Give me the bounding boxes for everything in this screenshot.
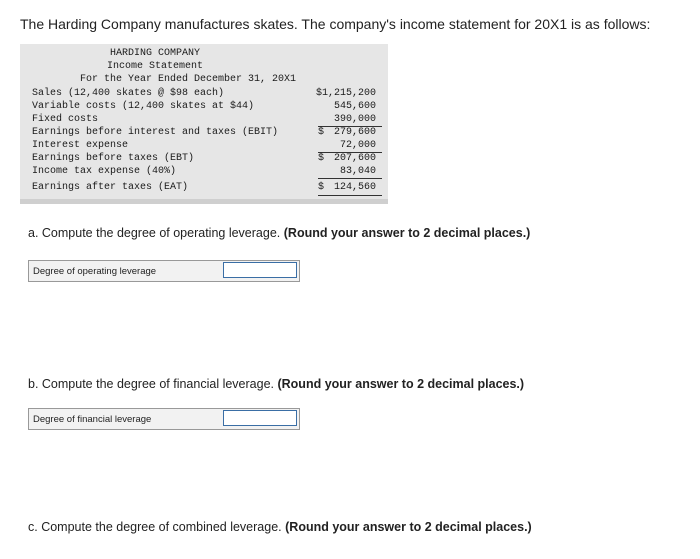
question-a-text: a. Compute the degree of operating leverage. — [28, 226, 281, 240]
row-value: 545,600 — [333, 101, 376, 112]
question-b-instruction: (Round your answer to 2 decimal places.) — [277, 377, 525, 391]
statement-bottom-bar — [20, 199, 388, 204]
question-b-text: b. Compute the degree of financial leverage. — [28, 377, 274, 391]
row-value: $1,215,200 — [315, 88, 376, 99]
statement-period: For the Year Ended December 31, 20X1 — [79, 74, 297, 85]
row-label: Earnings before interest and taxes (EBIT) — [32, 127, 279, 138]
row-value: 124,560 — [333, 182, 376, 193]
problem-intro: The Harding Company manufactures skates. The company's income statement for 20X1 is as follows: — [20, 16, 651, 32]
row-value: 207,600 — [333, 153, 376, 164]
row-value: 72,000 — [339, 140, 376, 151]
question-b — [28, 377, 524, 391]
statement-row — [32, 101, 382, 114]
row-label: Fixed costs — [32, 114, 99, 125]
answer-label-operating: Degree of operating leverage — [33, 265, 157, 277]
question-c — [28, 520, 532, 534]
row-label: Sales (12,400 skates @ $98 each) — [32, 88, 225, 99]
statement-title: Income Statement — [106, 61, 203, 72]
statement-row — [32, 127, 382, 140]
row-value: 390,000 — [333, 114, 376, 125]
row-label: Earnings before taxes (EBT) — [32, 153, 195, 164]
row-currency: $ — [318, 182, 325, 193]
financial-leverage-input[interactable] — [223, 410, 297, 426]
row-currency: $ — [318, 127, 325, 138]
statement-row — [32, 153, 382, 166]
row-value: 83,040 — [339, 166, 376, 177]
answer-row-operating — [28, 260, 300, 282]
question-c-instruction: (Round your answer to 2 decimal places.) — [285, 520, 532, 534]
row-label: Earnings after taxes (EAT) — [32, 182, 189, 193]
row-currency: $ — [318, 153, 325, 164]
income-statement — [20, 44, 388, 204]
row-label: Income tax expense (40%) — [32, 166, 177, 177]
operating-leverage-input[interactable] — [223, 262, 297, 278]
underline — [318, 178, 382, 179]
question-a-instruction: (Round your answer to 2 decimal places.) — [283, 226, 531, 240]
row-label: Variable costs (12,400 skates at $44) — [32, 101, 255, 112]
row-value: 279,600 — [333, 127, 376, 138]
statement-company: HARDING COMPANY — [109, 48, 200, 59]
statement-row — [32, 88, 382, 101]
answer-row-financial — [28, 408, 300, 430]
row-label: Interest expense — [32, 140, 129, 151]
answer-label-financial: Degree of financial leverage — [33, 413, 152, 425]
question-a — [28, 226, 530, 240]
double-underline — [318, 195, 382, 196]
statement-row — [32, 182, 382, 195]
question-c-text: c. Compute the degree of combined leverage. — [28, 520, 282, 534]
